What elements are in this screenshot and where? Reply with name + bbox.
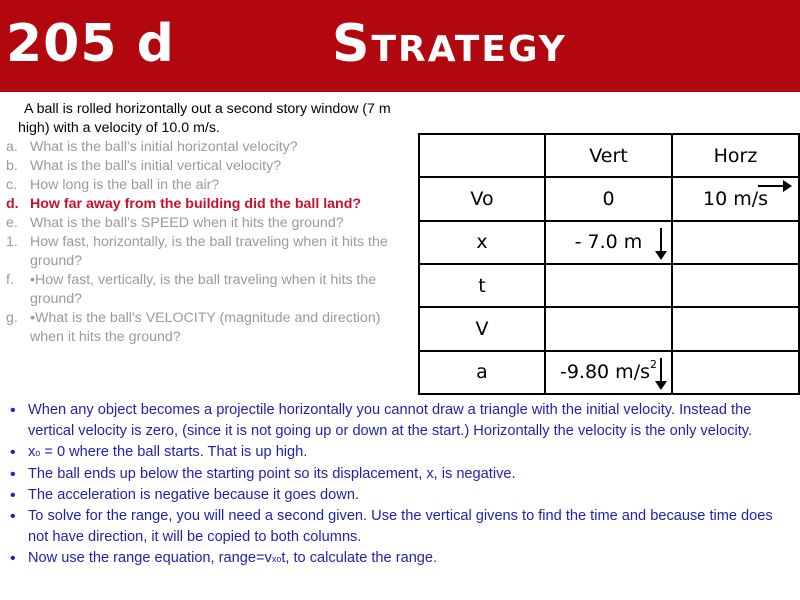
table-row-t [419, 264, 799, 307]
v-horz-cell [672, 307, 799, 350]
table-row-x [419, 221, 799, 264]
question-text: How far away from the building did the ball land? [30, 196, 362, 212]
x-vert-value: - 7.0 m [574, 231, 643, 254]
question-label: e. [6, 215, 18, 231]
a-horz-cell [672, 351, 799, 394]
question-c [6, 176, 416, 195]
problem-intro: A ball is rolled horizontally out a second story window (7 m high) with a velocity of 10.0 m/s. [18, 101, 391, 136]
note-item: • The ball ends up below the starting point so its displacement, x, is negative. [8, 464, 793, 485]
table-row-vo [419, 177, 799, 220]
a-vert-cell [545, 351, 672, 394]
a-vert-value: -9.80 m/s [559, 361, 650, 384]
note-subscript: o [35, 448, 41, 458]
note-text: Now use the range equation, range=v [28, 550, 272, 566]
table-row-a [419, 351, 799, 394]
header-corner-cell [419, 134, 545, 177]
header-horz: Horz [672, 134, 799, 177]
arrow-right-icon [758, 185, 790, 187]
title-banner [0, 0, 800, 92]
vo-horz-value: 10 m/s [702, 187, 769, 210]
givens-table [418, 133, 800, 395]
slide-number: 205 d [6, 14, 175, 74]
question-label: b. [6, 158, 18, 174]
header-vert: Vert [545, 134, 672, 177]
question-label: g. [6, 310, 18, 326]
arrow-down-icon [660, 358, 662, 388]
question-label: c. [6, 177, 18, 193]
question-text: How fast, horizontally, is the ball traveling when it hits the ground? [30, 234, 388, 269]
t-horz-cell [672, 264, 799, 307]
row-label: V [419, 307, 545, 350]
strategy-notes [8, 400, 793, 570]
a-vert-exponent: 2 [650, 358, 657, 372]
note-item: • To solve for the range, you will need a second given. Use the vertical givens to find the time and because time does not have direction, it will be copied to both columns. [8, 506, 793, 548]
question-1 [6, 233, 416, 271]
row-label: x [419, 221, 545, 264]
question-label: f. [6, 272, 14, 288]
v-vert-cell [545, 307, 672, 350]
question-e [6, 214, 416, 233]
question-text: What is the ball's initial horizontal velocity? [30, 139, 298, 155]
question-label: 1. [6, 234, 18, 250]
vo-horz-cell [672, 177, 799, 220]
x-vert-cell [545, 221, 672, 264]
question-text: •How fast, vertically, is the ball traveling when it hits the ground? [30, 272, 377, 307]
question-g [6, 309, 416, 347]
note-item: • When any object becomes a projectile horizontally you cannot draw a triangle with the initial velocity. Instead the vertical velocity is zero, (since it is not going up or down at the start.) Horizontally the velocity is the only velocity. [8, 400, 793, 442]
note-text: t, to calculate the range. [281, 550, 438, 566]
row-label: Vo [419, 177, 545, 220]
question-b [6, 157, 416, 176]
note-text: = 0 where the ball starts. That is up high. [40, 444, 308, 460]
note-item: • The acceleration is negative because it goes down. [8, 485, 793, 506]
note-item [8, 548, 793, 570]
arrow-down-icon [660, 228, 662, 258]
x-horz-cell [672, 221, 799, 264]
row-label: a [419, 351, 545, 394]
question-text: How long is the ball in the air? [30, 177, 220, 193]
question-d [6, 195, 416, 214]
problem-statement [6, 100, 416, 347]
note-item [8, 442, 793, 464]
row-label: t [419, 264, 545, 307]
question-label: a. [6, 139, 18, 155]
slide-title: Strategy [332, 14, 567, 74]
question-a [6, 138, 416, 157]
question-text: •What is the ball's VELOCITY (magnitude and direction) when it hits the ground? [30, 310, 381, 345]
question-text: What is the ball’s SPEED when it hits the ground? [30, 215, 344, 231]
note-subscript: xo [271, 554, 282, 564]
table-row-v [419, 307, 799, 350]
vo-vert-cell: 0 [545, 177, 672, 220]
question-label: d. [6, 196, 19, 212]
question-text: What is the ball's initial vertical velocity? [30, 158, 282, 174]
table-header-row [419, 134, 799, 177]
note-x: x [28, 444, 36, 460]
t-vert-cell [545, 264, 672, 307]
question-f [6, 271, 416, 309]
